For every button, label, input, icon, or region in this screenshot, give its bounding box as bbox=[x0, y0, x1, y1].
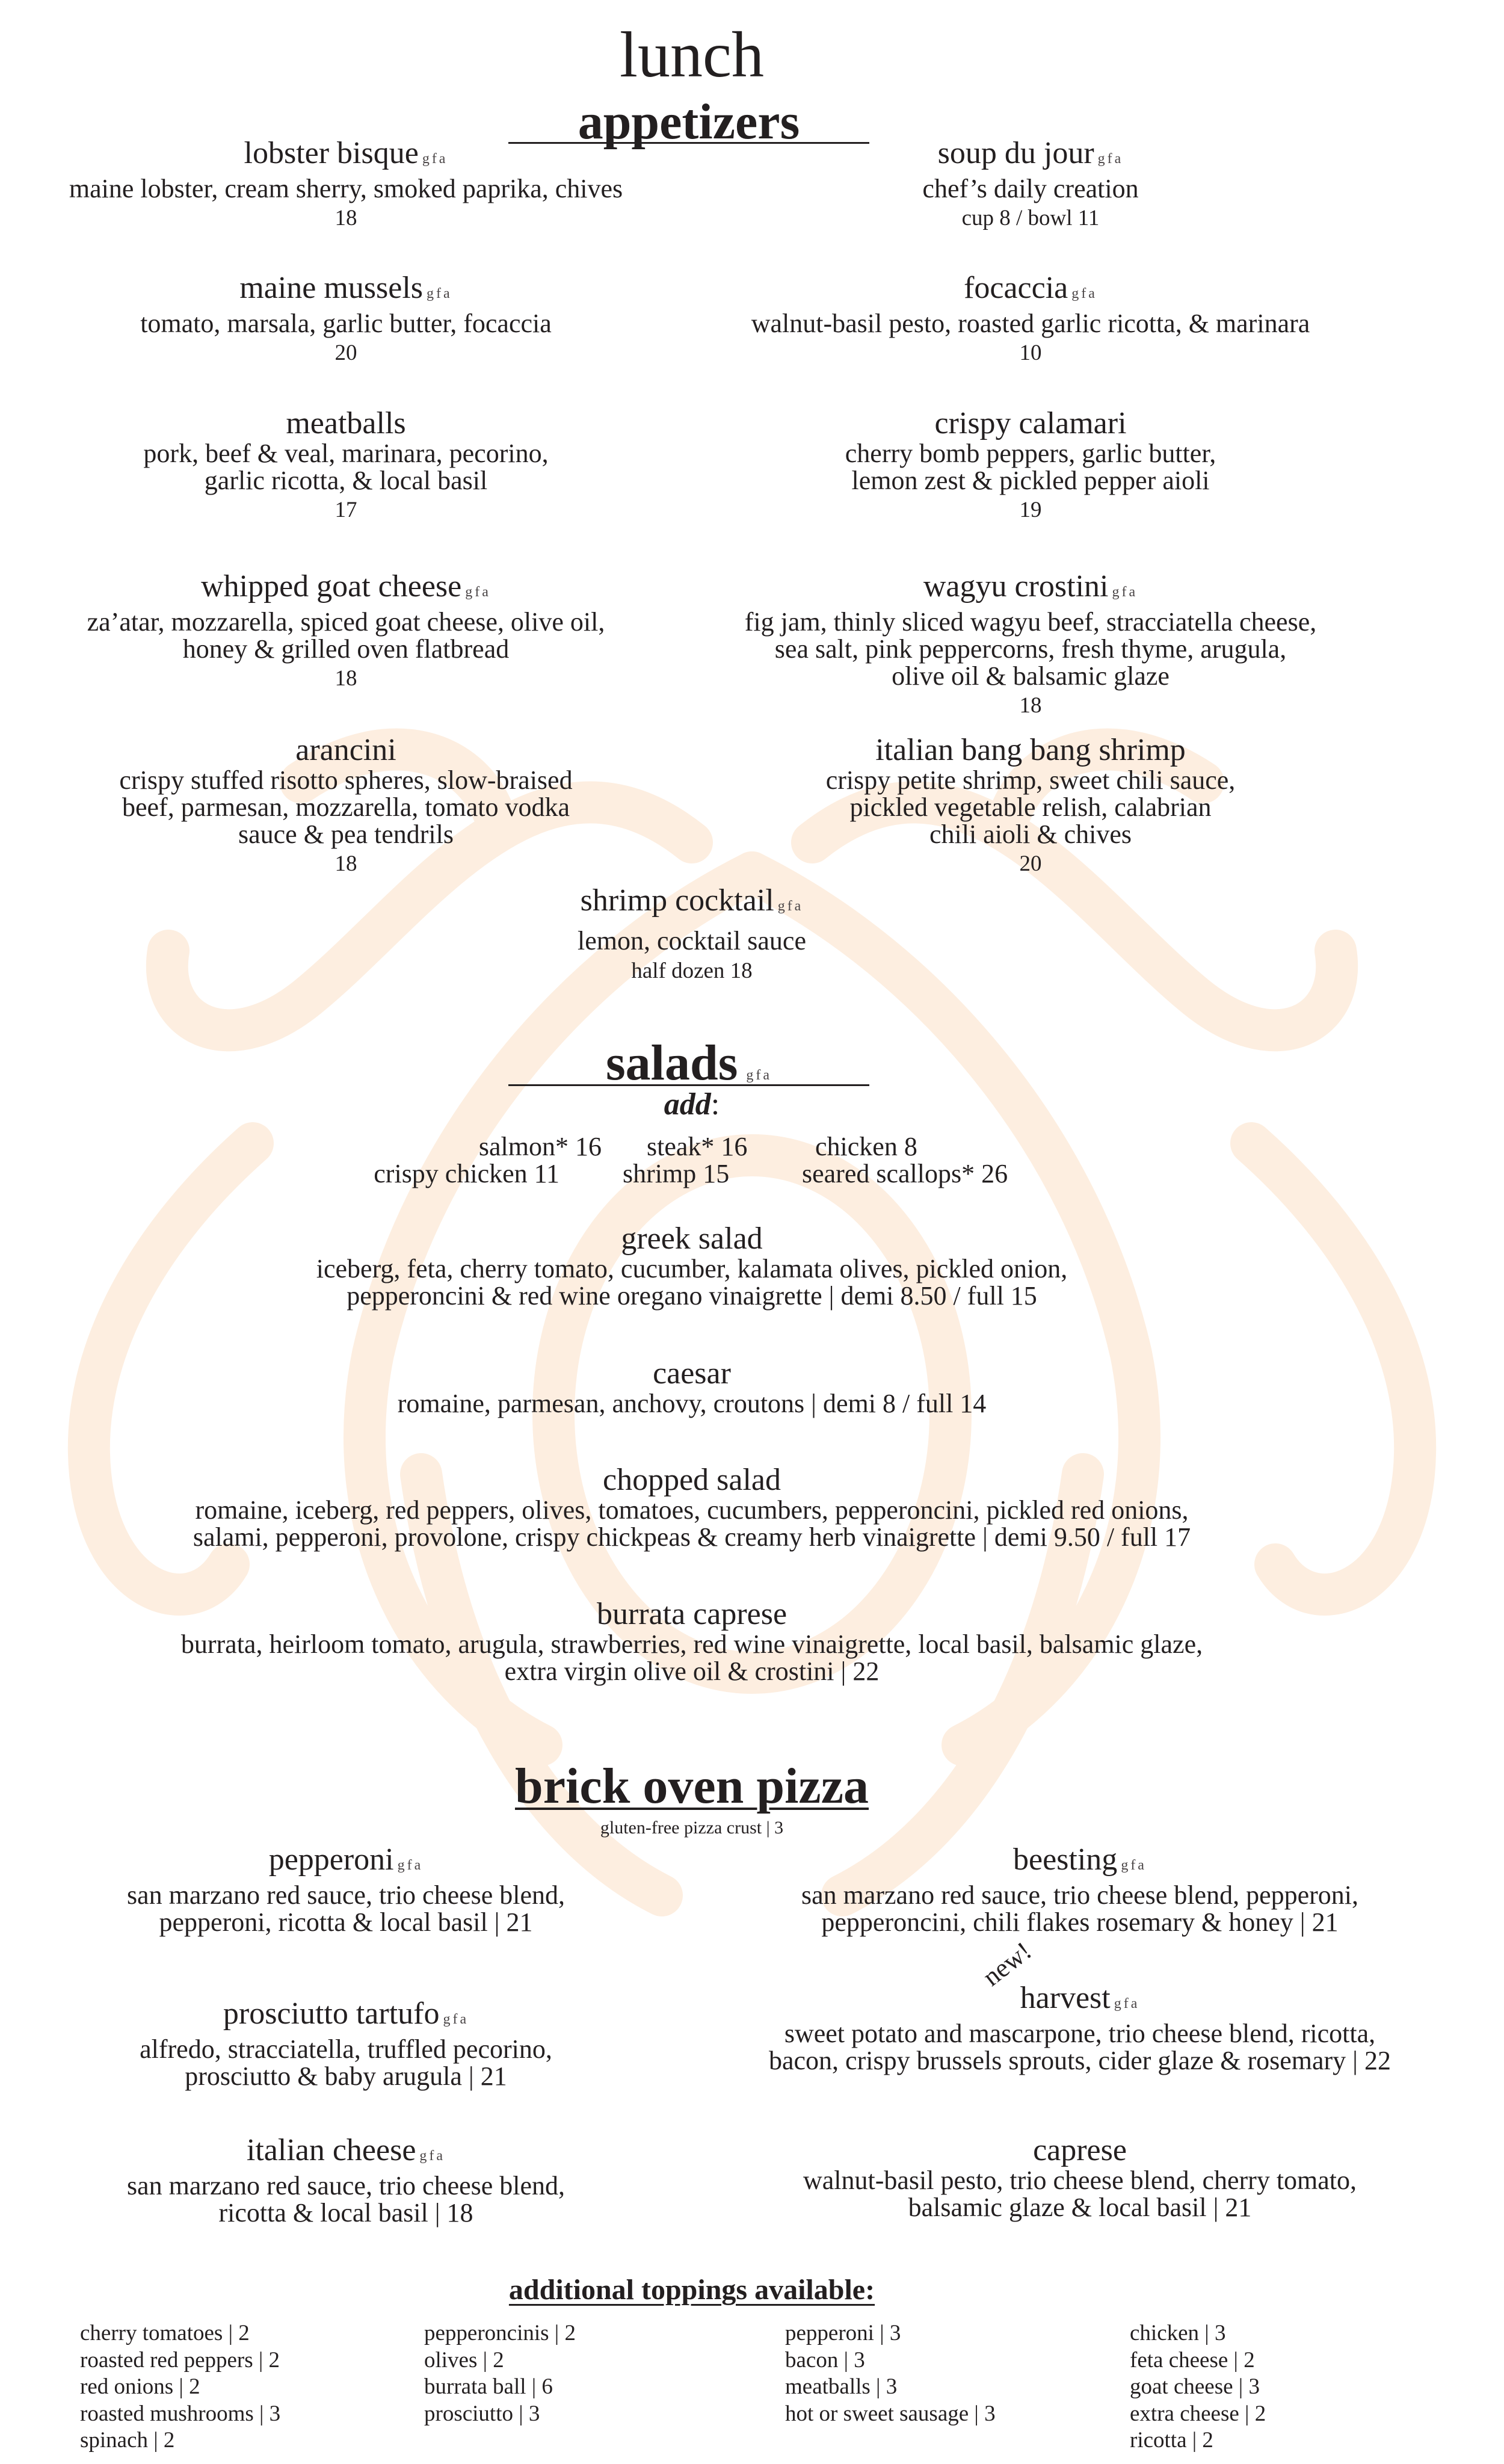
page-title: lunch bbox=[620, 19, 764, 91]
item-description: za’atar, mozzarella, spiced goat cheese, olive oil, bbox=[87, 607, 605, 637]
item-description: crispy stuffed risotto spheres, slow-braised bbox=[119, 765, 573, 795]
add-label: add: bbox=[664, 1087, 720, 1122]
item-price: 18 bbox=[334, 666, 357, 691]
gfa-badge: gfa bbox=[1112, 584, 1138, 600]
item-price: 20 bbox=[334, 341, 357, 365]
item-description: maine lobster, cream sherry, smoked paprika, chives bbox=[69, 174, 623, 203]
topping-item: feta cheese | 2 bbox=[1130, 2347, 1255, 2373]
add-on-chicken: chicken 8 bbox=[815, 1132, 917, 1161]
item-name: arancini bbox=[295, 733, 396, 767]
menu-item-chopped-salad bbox=[90, 1464, 1293, 1551]
item-name: lobster bisque bbox=[244, 136, 419, 170]
appetizers-heading: appetizers bbox=[578, 94, 800, 150]
item-price: 18 bbox=[334, 206, 357, 230]
menu-item-prosciutto-tartufo bbox=[0, 1998, 692, 2090]
item-description: romaine, iceberg, red peppers, olives, tomatoes, cucumbers, pepperoncini, pickled red onions, bbox=[195, 1495, 1189, 1525]
salads-title: salads bbox=[605, 1035, 738, 1091]
item-name: shrimp cocktail bbox=[580, 883, 774, 918]
item-price: 17 bbox=[334, 498, 357, 522]
menu-item-soup-du-jour bbox=[680, 137, 1381, 232]
toppings-column-1 bbox=[80, 2320, 417, 2454]
menu-item-lobster-bisque bbox=[0, 137, 692, 232]
item-price: half dozen 18 bbox=[631, 959, 753, 983]
menu-item-burrata-caprese bbox=[90, 1598, 1293, 1685]
item-price: 19 bbox=[1019, 498, 1042, 522]
menu-item-harvest bbox=[704, 1982, 1456, 2074]
new-badge: new! bbox=[977, 1936, 1037, 1992]
item-description: pickled vegetable relish, calabrian bbox=[849, 792, 1212, 822]
pizza-crust-note: gluten-free pizza crust | 3 bbox=[600, 1818, 784, 1838]
topping-item: cherry tomatoes | 2 bbox=[80, 2321, 250, 2345]
topping-item: hot or sweet sausage | 3 bbox=[785, 2401, 996, 2426]
item-description: san marzano red sauce, trio cheese blend, bbox=[126, 1880, 566, 1910]
add-on-shrimp: shrimp 15 bbox=[623, 1159, 730, 1188]
item-price: 18 bbox=[334, 851, 357, 876]
gfa-badge: gfa bbox=[1121, 1857, 1147, 1873]
item-name: greek salad bbox=[621, 1221, 763, 1256]
item-description: fig jam, thinly sliced wagyu beef, stracciatella cheese, bbox=[744, 607, 1317, 637]
menu-item-greek-salad bbox=[90, 1223, 1293, 1309]
gfa-badge: gfa bbox=[443, 2012, 469, 2027]
gfa-badge: gfa bbox=[746, 1067, 772, 1083]
item-description: burrata, heirloom tomato, arugula, strawberries, red wine vinaigrette, local basil, balsamic glaze, bbox=[180, 1629, 1203, 1659]
toppings-heading: additional toppings available: bbox=[508, 2274, 875, 2306]
topping-item: olives | 2 bbox=[424, 2347, 504, 2373]
toppings-column-4 bbox=[1130, 2320, 1431, 2454]
item-price: 10 bbox=[1019, 341, 1042, 365]
item-name: prosciutto tartufo bbox=[223, 1996, 440, 2031]
item-description: extra virgin olive oil & crostini | 22 bbox=[504, 1657, 880, 1686]
item-description: tomato, marsala, garlic butter, focaccia bbox=[140, 309, 552, 338]
menu-item-maine-mussels bbox=[0, 272, 692, 367]
gfa-badge: gfa bbox=[465, 584, 491, 600]
item-name: burrata caprese bbox=[596, 1597, 787, 1631]
topping-item: bacon | 3 bbox=[785, 2347, 865, 2373]
add-on-seared-scallops: seared scallops* 26 bbox=[802, 1159, 1008, 1188]
menu-item-caesar bbox=[90, 1357, 1293, 1417]
item-description: pepperoncini & red wine oregano vinaigrette | demi 8.50 / full 15 bbox=[347, 1281, 1037, 1311]
topping-item: burrata ball | 6 bbox=[424, 2374, 553, 2399]
item-description: salami, pepperoni, provolone, crispy chickpeas & creamy herb vinaigrette | demi 9.50 / full 17 bbox=[193, 1522, 1191, 1552]
add-on-salmon: salmon* 16 bbox=[478, 1132, 602, 1161]
item-description: romaine, parmesan, anchovy, croutons | demi 8 / full 14 bbox=[397, 1389, 987, 1418]
item-description: ricotta & local basil | 18 bbox=[218, 2198, 473, 2228]
toppings-column-3 bbox=[785, 2320, 1122, 2427]
topping-item: ricotta | 2 bbox=[1130, 2428, 1213, 2453]
item-description: san marzano red sauce, trio cheese blend, bbox=[126, 2171, 566, 2200]
item-name: chopped salad bbox=[602, 1463, 781, 1497]
topping-item: goat cheese | 3 bbox=[1130, 2374, 1260, 2399]
menu-item-wagyu-crostini bbox=[680, 570, 1381, 720]
menu-item-italian-cheese bbox=[0, 2134, 692, 2226]
item-description: sauce & pea tendrils bbox=[238, 820, 454, 849]
item-description: honey & grilled oven flatbread bbox=[182, 634, 510, 664]
item-name: caesar bbox=[653, 1356, 731, 1391]
add-on-crispy-chicken: crispy chicken 11 bbox=[374, 1159, 559, 1188]
item-description: walnut-basil pesto, roasted garlic ricotta, & marinara bbox=[751, 309, 1310, 338]
item-name: focaccia bbox=[964, 271, 1068, 305]
topping-item: pepperoni | 3 bbox=[785, 2321, 901, 2345]
topping-item: prosciutto | 3 bbox=[424, 2401, 540, 2426]
menu-item-focaccia bbox=[680, 272, 1381, 367]
menu-item-caprese-pizza bbox=[704, 2134, 1456, 2221]
menu-item-meatballs bbox=[0, 407, 692, 524]
menu-item-pepperoni-pizza bbox=[0, 1844, 692, 1936]
topping-item: roasted red peppers | 2 bbox=[80, 2347, 280, 2373]
item-description: prosciutto & baby arugula | 21 bbox=[185, 2061, 507, 2091]
item-name: maine mussels bbox=[239, 271, 424, 305]
item-description: olive oil & balsamic glaze bbox=[892, 661, 1170, 691]
menu-item-crispy-calamari bbox=[680, 407, 1381, 524]
menu-item-shrimp-cocktail bbox=[391, 885, 993, 985]
add-on-steak: steak* 16 bbox=[647, 1132, 748, 1161]
topping-item: pepperoncinis | 2 bbox=[424, 2321, 576, 2345]
item-description: pork, beef & veal, marinara, pecorino, bbox=[143, 439, 549, 468]
item-name: meatballs bbox=[286, 406, 406, 440]
gfa-badge: gfa bbox=[1071, 286, 1097, 301]
gfa-badge: gfa bbox=[1097, 151, 1124, 167]
item-description: lemon zest & pickled pepper aioli bbox=[851, 466, 1210, 495]
item-description: sweet potato and mascarpone, trio cheese blend, ricotta, bbox=[784, 2019, 1376, 2048]
gfa-badge: gfa bbox=[419, 2148, 446, 2164]
item-description: balsamic glaze & local basil | 21 bbox=[908, 2193, 1252, 2222]
item-price: 18 bbox=[1019, 693, 1042, 718]
menu-item-arancini bbox=[0, 734, 692, 878]
item-name: wagyu crostini bbox=[923, 569, 1109, 604]
item-description: iceberg, feta, cherry tomato, cucumber, kalamata olives, pickled onion, bbox=[316, 1254, 1068, 1283]
item-description: pepperoni, ricotta & local basil | 21 bbox=[159, 1907, 533, 1937]
item-description: crispy petite shrimp, sweet chili sauce, bbox=[825, 765, 1236, 795]
item-description: chef’s daily creation bbox=[922, 174, 1139, 203]
item-name: caprese bbox=[1033, 2133, 1127, 2167]
gfa-badge: gfa bbox=[397, 1857, 424, 1873]
item-name: italian cheese bbox=[246, 2133, 416, 2167]
toppings-column-2 bbox=[424, 2320, 761, 2427]
gfa-badge: gfa bbox=[1114, 1996, 1140, 2012]
item-description: chili aioli & chives bbox=[929, 820, 1132, 849]
item-description: san marzano red sauce, trio cheese blend, pepperoni, bbox=[801, 1880, 1359, 1910]
item-description: garlic ricotta, & local basil bbox=[204, 466, 488, 495]
gfa-badge: gfa bbox=[777, 898, 804, 914]
item-name: pepperoni bbox=[268, 1842, 394, 1877]
menu-item-beesting bbox=[704, 1844, 1456, 1936]
item-description: bacon, crispy brussels sprouts, cider glaze & rosemary | 22 bbox=[769, 2046, 1391, 2075]
topping-item: chicken | 3 bbox=[1130, 2321, 1226, 2345]
item-description: beef, parmesan, mozzarella, tomato vodka bbox=[122, 792, 570, 822]
gfa-badge: gfa bbox=[422, 151, 448, 167]
item-price: cup 8 / bowl 11 bbox=[961, 206, 1100, 230]
item-description: alfredo, stracciatella, truffled pecorino, bbox=[140, 2034, 552, 2064]
topping-item: spinach | 2 bbox=[80, 2428, 175, 2453]
item-name: soup du jour bbox=[937, 136, 1094, 170]
pizza-heading: brick oven pizza bbox=[515, 1758, 869, 1814]
topping-item: meatballs | 3 bbox=[785, 2374, 898, 2399]
item-description: lemon, cocktail sauce bbox=[578, 926, 806, 956]
item-description: cherry bomb peppers, garlic butter, bbox=[845, 439, 1216, 468]
item-name: crispy calamari bbox=[934, 406, 1127, 440]
item-price: 20 bbox=[1019, 851, 1042, 876]
topping-item: extra cheese | 2 bbox=[1130, 2401, 1266, 2426]
item-description: walnut-basil pesto, trio cheese blend, cherry tomato, bbox=[803, 2166, 1357, 2195]
topping-item: roasted mushrooms | 3 bbox=[80, 2401, 281, 2426]
item-description: sea salt, pink peppercorns, fresh thyme, arugula, bbox=[774, 634, 1287, 664]
topping-item: red onions | 2 bbox=[80, 2374, 200, 2399]
item-name: harvest bbox=[1020, 1981, 1111, 2015]
item-name: whipped goat cheese bbox=[201, 569, 462, 604]
menu-item-bang-bang-shrimp bbox=[680, 734, 1381, 878]
gfa-badge: gfa bbox=[427, 286, 452, 301]
item-name: italian bang bang shrimp bbox=[875, 733, 1186, 767]
item-description: pepperoncini, chili flakes rosemary & honey | 21 bbox=[821, 1907, 1339, 1937]
menu-item-whipped-goat-cheese bbox=[0, 570, 692, 693]
item-name: beesting bbox=[1013, 1842, 1118, 1877]
